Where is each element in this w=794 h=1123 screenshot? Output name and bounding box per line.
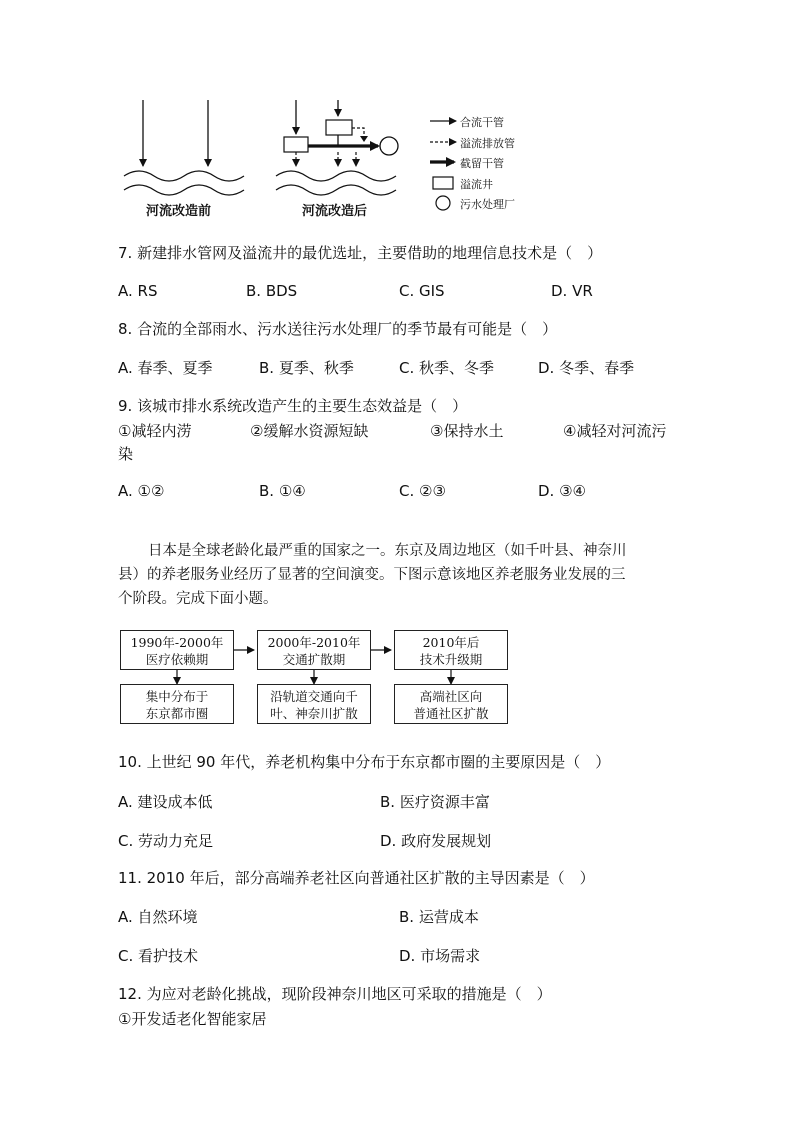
option-d[interactable]: D. 政府发展规划 [380,832,492,850]
stage-period: 1990年-2000年 [130,635,224,650]
option-d[interactable]: D. ③④ [538,482,586,500]
result-line: 东京都市圈 [145,706,209,721]
river-wave-after-2 [276,185,396,195]
question-9-stem: 9. 该城市排水系统改造产生的主要生态效益是（ ） [118,397,468,415]
option-b[interactable]: B. 医疗资源丰富 [380,793,490,811]
option-a[interactable]: A. ①② [118,482,165,500]
flowchart-stage-box [257,630,371,670]
stage-period: 2000年-2010年 [267,635,361,650]
option-b[interactable]: B. 运营成本 [399,908,479,926]
option-b[interactable]: B. 夏季、秋季 [259,359,354,377]
option-c[interactable]: C. 劳动力充足 [118,832,214,850]
result-line: 高端社区向 [419,689,483,704]
question-12-stem: 12. 为应对老龄化挑战，现阶段神奈川地区可采取的措施是（ ） [118,985,552,1003]
flowchart-stage-box [120,630,234,670]
legend-label: 污水处理厂 [460,198,515,211]
option-d[interactable]: D. 市场需求 [399,947,481,965]
option-a[interactable]: A. 自然环境 [118,908,198,926]
option-c[interactable]: C. GIS [399,282,445,300]
question-11-stem: 11. 2010 年后，部分高端养老社区向普通社区扩散的主导因素是（ ） [118,869,595,887]
flowchart-result-box [257,684,371,724]
caption-after: 河流改造后 [302,204,368,219]
result-line: 叶、神奈川扩散 [270,706,358,721]
river-wave-after-1 [276,171,396,181]
legend-label: 溢流井 [460,178,493,191]
rectangle-icon [433,177,453,189]
legend-label: 合流干管 [460,116,504,129]
overflow-well-2 [326,120,352,135]
passage-line: 县）的养老服务业经历了显著的空间演变。下图示意该地区养老服务业发展的三 [118,567,626,583]
stage-name: 医疗依赖期 [145,652,209,667]
overflow-well-1 [284,137,308,152]
option-a[interactable]: A. 春季、夏季 [118,359,213,377]
passage-line: 个阶段。完成下面小题。 [118,591,278,607]
statement-item: ①开发适老化智能家居 [118,1010,267,1028]
option-c[interactable]: C. 秋季、冬季 [399,359,495,377]
river-wave-before-1 [124,171,244,181]
legend-label: 溢流排放管 [460,137,515,150]
option-c[interactable]: C. 看护技术 [118,947,199,965]
result-line: 普通社区扩散 [413,706,489,721]
question-7-stem: 7. 新建排水管网及溢流井的最优选址，主要借助的地理信息技术是（ ） [118,244,603,262]
result-line: 集中分布于 [145,689,209,704]
legend-label: 截留干管 [460,157,504,170]
option-a[interactable]: A. 建设成本低 [118,793,213,811]
flowchart-stage-box [394,630,508,670]
option-d[interactable]: D. 冬季、春季 [538,359,635,377]
statement-item: ①减轻内涝 [118,422,192,440]
circle-icon [436,196,450,210]
statement-item: ③保持水土 [430,422,504,440]
sewage-plant [380,137,398,155]
option-a[interactable]: A. RS [118,282,158,300]
question-10-stem: 10. 上世纪 90 年代，养老机构集中分布于东京都市圈的主要原因是（ ） [118,753,611,771]
flowchart-result-box [120,684,234,724]
question-8-stem: 8. 合流的全部雨水、污水送往污水处理厂的季节最有可能是（ ） [118,320,558,338]
stage-name: 技术升级期 [419,652,483,667]
option-b[interactable]: B. BDS [246,282,298,300]
option-d[interactable]: D. VR [551,282,593,300]
statement-item: ②缓解水资源短缺 [250,422,369,440]
river-wave-before-2 [124,185,244,195]
option-c[interactable]: C. ②③ [399,482,446,500]
stage-period: 2010年后 [422,635,480,650]
passage-line: 日本是全球老龄化最严重的国家之一。东京及周边地区（如千叶县、神奈川 [148,543,627,559]
statement-item-wrap: 染 [118,445,134,463]
statement-item: ④减轻对河流污 [563,422,667,440]
option-b[interactable]: B. ①④ [259,482,306,500]
caption-before: 河流改造前 [146,204,212,219]
stage-name: 交通扩散期 [282,652,346,667]
flowchart-result-box [394,684,508,724]
result-line: 沿轨道交通向千 [270,689,358,704]
